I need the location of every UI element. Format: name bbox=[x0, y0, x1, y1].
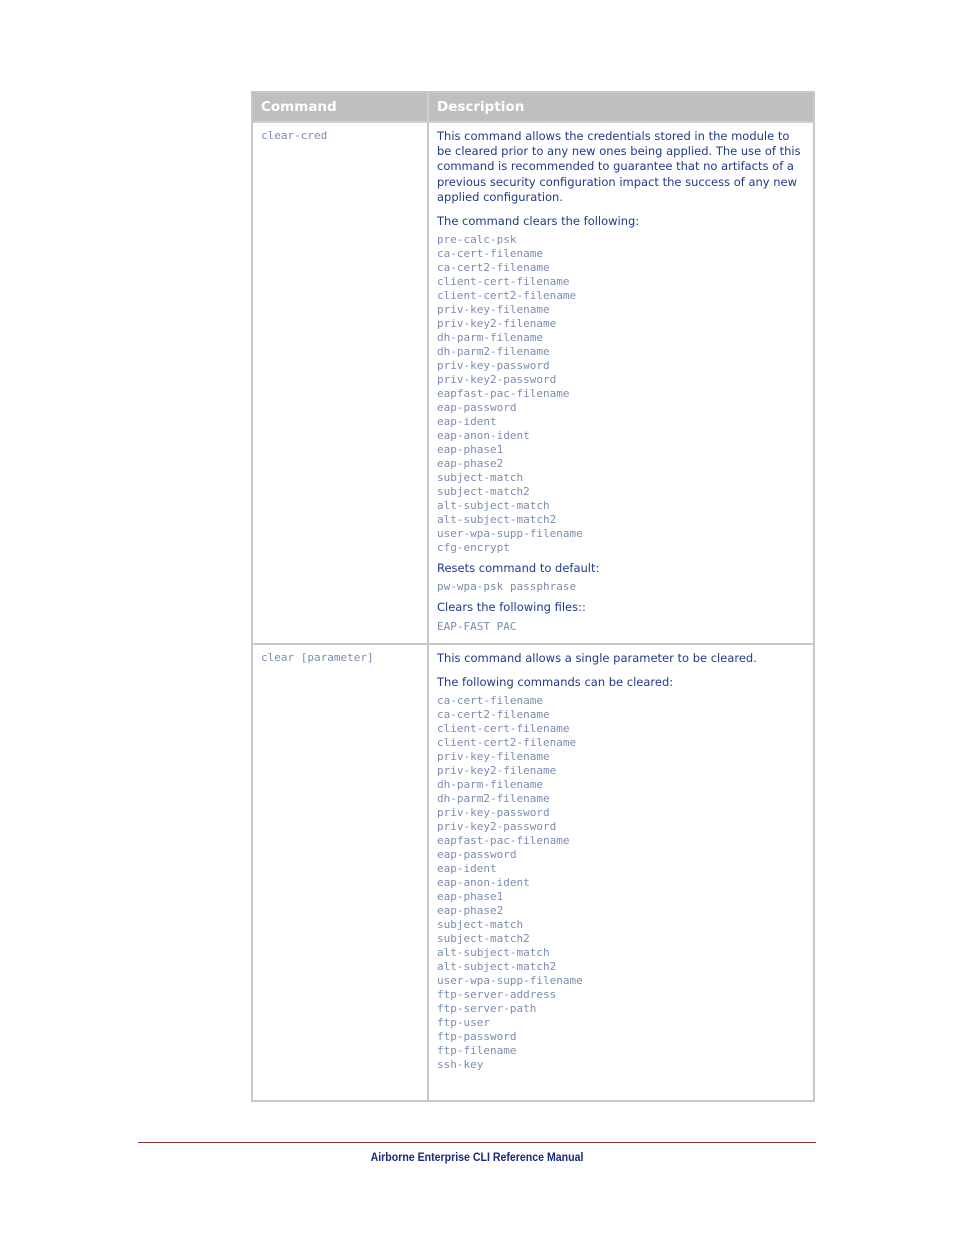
parameter-item: subject-match2 bbox=[437, 932, 530, 946]
parameter-item: user-wpa-supp-filename bbox=[437, 527, 583, 541]
parameter-item: eap-phase1 bbox=[437, 890, 504, 904]
parameter-item: priv-key-password bbox=[437, 359, 550, 373]
table-row bbox=[253, 645, 813, 1100]
list-heading: The command clears the following: bbox=[437, 214, 640, 229]
command-name: clear-cred bbox=[261, 129, 328, 142]
command-table bbox=[251, 91, 815, 1102]
command-cell bbox=[253, 645, 429, 1100]
parameter-item: subject-match2 bbox=[437, 485, 530, 499]
footer-divider bbox=[138, 1142, 816, 1143]
parameter-item: subject-match bbox=[437, 918, 524, 932]
parameter-item: ftp-filename bbox=[437, 1044, 517, 1058]
parameter-item: priv-key2-password bbox=[437, 820, 557, 834]
parameter-item: eap-password bbox=[437, 401, 517, 415]
parameter-item: ca-cert2-filename bbox=[437, 261, 550, 275]
parameter-item: eap-anon-ident bbox=[437, 876, 530, 890]
parameter-item: dh-parm-filename bbox=[437, 331, 543, 345]
parameter-item: eap-ident bbox=[437, 415, 497, 429]
parameter-item: eap-phase2 bbox=[437, 457, 504, 471]
parameter-item: priv-key2-filename bbox=[437, 317, 557, 331]
parameter-item: pre-calc-psk bbox=[437, 233, 517, 247]
parameter-item: client-cert2-filename bbox=[437, 736, 577, 750]
parameter-item: alt-subject-match2 bbox=[437, 513, 557, 527]
parameter-item: eapfast-pac-filename bbox=[437, 834, 570, 848]
files-heading: Clears the following files:: bbox=[437, 600, 586, 615]
footer-title: Airborne Enterprise CLI Reference Manual bbox=[370, 1152, 584, 1164]
parameter-item: ca-cert2-filename bbox=[437, 708, 550, 722]
parameter-item: eap-phase2 bbox=[437, 904, 504, 918]
parameter-item: client-cert-filename bbox=[437, 722, 570, 736]
table-row bbox=[253, 123, 813, 645]
description-intro: This command allows the credentials stored in the module to be cleared prior to any new ones being applied. The use of this command is recommended to guarantee that no artifacts of a previous security configuration impact the success of any new applied configuration. bbox=[437, 129, 801, 204]
parameter-item: ftp-server-address bbox=[437, 988, 557, 1002]
parameter-item: alt-subject-match bbox=[437, 499, 550, 513]
parameter-item: ftp-server-path bbox=[437, 1002, 537, 1016]
parameter-item: eapfast-pac-filename bbox=[437, 387, 570, 401]
parameter-item: ssh-key bbox=[437, 1058, 484, 1072]
parameter-item: priv-key-password bbox=[437, 806, 550, 820]
parameter-item: priv-key-filename bbox=[437, 303, 550, 317]
parameter-item: cfg-encrypt bbox=[437, 541, 510, 555]
list-heading: The following commands can be cleared: bbox=[437, 675, 674, 690]
parameter-item: user-wpa-supp-filename bbox=[437, 974, 583, 988]
parameter-item: eap-phase1 bbox=[437, 443, 504, 457]
resets-heading: Resets command to default: bbox=[437, 561, 600, 576]
files-value: EAP-FAST PAC bbox=[437, 619, 517, 633]
parameter-item: ca-cert-filename bbox=[437, 694, 543, 708]
parameter-item: dh-parm-filename bbox=[437, 778, 543, 792]
table-header bbox=[253, 93, 813, 123]
parameter-item: priv-key2-password bbox=[437, 373, 557, 387]
parameter-item: dh-parm2-filename bbox=[437, 345, 550, 359]
parameter-item: dh-parm2-filename bbox=[437, 792, 550, 806]
parameter-item: client-cert2-filename bbox=[437, 289, 577, 303]
parameter-item: subject-match bbox=[437, 471, 524, 485]
parameter-item: eap-ident bbox=[437, 862, 497, 876]
parameter-item: priv-key2-filename bbox=[437, 764, 557, 778]
resets-value: pw-wpa-psk passphrase bbox=[437, 580, 577, 594]
parameter-item: client-cert-filename bbox=[437, 275, 570, 289]
description-cell bbox=[429, 123, 813, 643]
parameter-item: eap-anon-ident bbox=[437, 429, 530, 443]
parameter-item: ca-cert-filename bbox=[437, 247, 543, 261]
header-description: Description bbox=[437, 99, 525, 115]
parameter-item: ftp-user bbox=[437, 1016, 490, 1030]
command-cell bbox=[253, 123, 429, 643]
description-intro: This command allows a single parameter to be cleared. bbox=[437, 651, 757, 665]
parameter-list bbox=[437, 233, 805, 555]
description-cell bbox=[429, 645, 813, 1100]
command-name: clear [parameter] bbox=[261, 651, 374, 664]
parameter-item: eap-password bbox=[437, 848, 517, 862]
parameter-item: priv-key-filename bbox=[437, 750, 550, 764]
parameter-item: alt-subject-match2 bbox=[437, 960, 557, 974]
header-command: Command bbox=[253, 93, 429, 121]
parameter-item: alt-subject-match bbox=[437, 946, 550, 960]
parameter-item: ftp-password bbox=[437, 1030, 517, 1044]
parameter-list bbox=[437, 694, 805, 1072]
